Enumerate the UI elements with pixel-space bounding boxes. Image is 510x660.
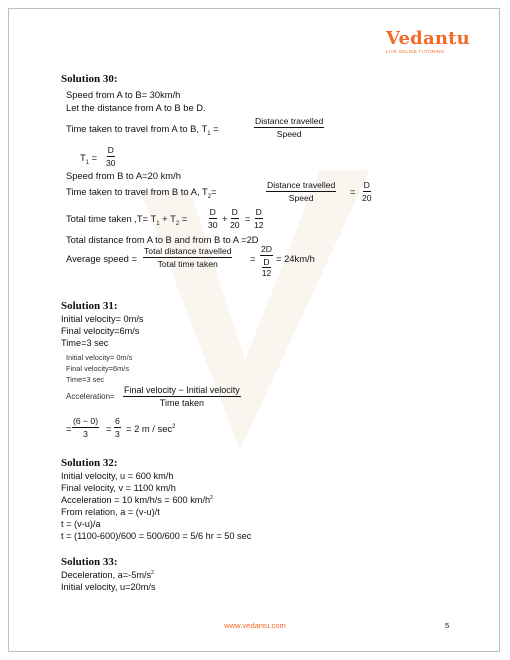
solution-33-heading: Solution 33:	[61, 556, 118, 568]
sol31-small-1: Initial velocity= 0m/s	[66, 353, 133, 362]
equals-sign: =	[245, 213, 251, 224]
sol30-line-7: Total time taken $,T= T_1 + T_2$ =	[66, 213, 188, 227]
solution-31-heading: Solution 31:	[61, 300, 118, 312]
sol31-line-1: Initial velocity= 0m/s	[61, 314, 144, 324]
sol31-result-fraction-1: $\frac{(6 - 0)}{3}$	[73, 416, 99, 439]
solution-30-heading: Solution 30:	[61, 73, 118, 85]
sol31-small-3: Time=3 sec	[66, 375, 105, 384]
sol31-line-2: Final velocity=6m/s	[61, 326, 140, 336]
sol30-result: = 24km/h	[276, 253, 315, 264]
sol30-fraction-6: $\frac{D}{20}$	[230, 207, 240, 230]
equals-sign: =	[350, 186, 356, 197]
solution-32-heading: Solution 32:	[61, 457, 118, 469]
sol30-fraction-8: Total distance travelled Total time taken	[144, 246, 232, 269]
sol30-line-9: Average speed =	[66, 253, 137, 264]
sol30-line-5: Speed from B to A=20 km/h	[66, 170, 181, 181]
sol30-line-3: Time taken to travel from A to B, $T_1$ =	[66, 123, 219, 137]
plus-sign: +	[222, 213, 228, 224]
sol31-result: = 2 m / $\sec^2$	[126, 423, 176, 434]
sol32-line-1: Initial velocity, u = 600 km/h	[61, 471, 174, 481]
sol30-fraction-7: $\frac{D}{12}$	[254, 207, 264, 230]
sol30-line-6: Time taken to travel from B to A, $T_2=$	[66, 186, 217, 200]
sol30-fraction-1: Distance travelled Speed	[255, 116, 324, 139]
sol30-line-2: Let the distance from A to B be D.	[66, 102, 206, 113]
sol30-line-8: Total distance from A to B and from B to A =2D	[66, 234, 259, 245]
sol32-line-4: From relation, a = (v-u)/t	[61, 507, 160, 517]
sol30-fraction-3: Distance travelled Speed	[267, 180, 336, 203]
sol31-small-2: Final velocity=6m/s	[66, 364, 130, 373]
sol32-line-5: t = (v-u)/a	[61, 519, 101, 529]
sol33-line-1: Deceleration, $a=-5m/s^2$	[61, 570, 154, 581]
equals-sign: =	[66, 423, 72, 434]
sol30-line-4: $T_1$ =	[80, 152, 98, 166]
vedantu-logo	[386, 28, 470, 62]
sol32-line-3: Acceleration = 10 km/h/s = 600 $km/h^2$	[61, 495, 213, 506]
sol33-line-2: Initial velocity, u=20m/s	[61, 582, 156, 592]
sol30-fraction-4: $\frac{D}{20}$	[362, 180, 372, 203]
sol31-result-fraction-2: $\frac{6}{3}$	[115, 416, 120, 439]
page-number: 5	[445, 621, 450, 630]
sol30-fraction-9: 2D D 12	[261, 244, 272, 278]
sol31-acc-fraction: Final velocity − Initial velocity Time taken	[124, 385, 240, 408]
sol30-fraction-5: $\frac{D}{30}$	[208, 207, 218, 230]
sol30-line-1: Speed from A to B= 30km/h	[66, 89, 181, 100]
footer-website-link[interactable]: www.vedantu.com	[224, 621, 286, 630]
sol31-line-3: Time=3 sec	[61, 338, 109, 348]
sol32-line-2: Final velocity, v = 1100 km/h	[61, 483, 176, 493]
sol31-acc-label: Acceleration=	[66, 392, 115, 401]
equals-sign: =	[106, 423, 112, 434]
logo-tagline: LIVE ONLINE TUTORING	[386, 49, 445, 54]
sol32-line-6: t = (1100-600)/600 = 500/600 = 5/6 hr = 50 sec	[61, 531, 252, 541]
equals-sign: =	[250, 253, 256, 264]
sol30-fraction-2: $\frac{D}{30}$	[106, 145, 116, 168]
logo-wordmark: Vedantu	[386, 28, 470, 49]
